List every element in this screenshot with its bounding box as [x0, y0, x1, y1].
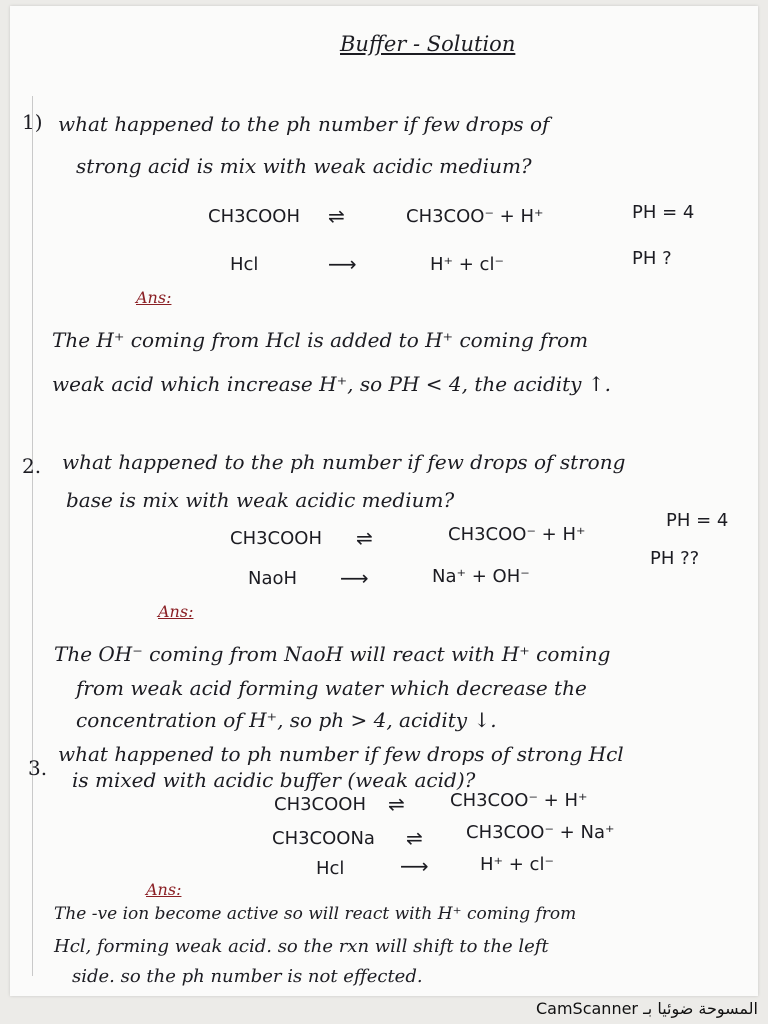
q3-eq2-right: CH3COO⁻ + Na⁺	[466, 822, 615, 843]
question-1-number: 1)	[22, 110, 43, 134]
q2-eq1-arrow: ⇌	[356, 526, 373, 550]
q2-eq2-left: NaoH	[248, 568, 298, 589]
question-2-number: 2.	[22, 454, 42, 478]
question-3-number: 3.	[28, 756, 48, 780]
q3-answer-line-1: The -ve ion become active so will react with H⁺ coming from	[54, 904, 577, 924]
q1-eq2-right: H⁺ + cl⁻	[430, 254, 504, 275]
q1-eq1-left: CH3COOH	[208, 206, 300, 227]
q3-eq3-arrow: ⟶	[400, 854, 429, 878]
margin-line	[32, 96, 33, 976]
q2-eq2-arrow: ⟶	[340, 566, 369, 590]
q3-eq1-right: CH3COO⁻ + H⁺	[450, 790, 588, 811]
q3-answer-label: Ans:	[146, 880, 182, 899]
q1-eq1-right: CH3COO⁻ + H⁺	[406, 206, 544, 227]
q2-answer-line-2: from weak acid forming water which decrease the	[76, 676, 587, 700]
q1-answer-line-1: The H⁺ coming from Hcl is added to H⁺ coming from	[52, 328, 589, 352]
question-1-line-1: what happened to the ph number if few drops of	[58, 112, 550, 136]
q2-eq2-right: Na⁺ + OH⁻	[432, 566, 530, 587]
q2-eq2-ph: PH ??	[650, 548, 700, 569]
q1-eq2-left: Hcl	[230, 254, 259, 275]
q3-eq1-arrow: ⇌	[388, 792, 405, 816]
paper-sheet	[10, 6, 758, 996]
q3-answer-line-2: Hcl, forming weak acid. so the rxn will shift to the left	[54, 936, 549, 957]
q3-eq3-left: Hcl	[316, 858, 345, 879]
page-title: Buffer - Solution	[340, 32, 516, 56]
q1-eq1-ph: PH = 4	[632, 202, 695, 223]
q3-eq3-right: H⁺ + cl⁻	[480, 854, 554, 875]
question-1-line-2: strong acid is mix with weak acidic medium?	[76, 154, 532, 178]
q1-answer-label: Ans:	[136, 288, 172, 307]
q2-eq1-ph: PH = 4	[666, 510, 729, 531]
q3-eq2-arrow: ⇌	[406, 826, 423, 850]
q1-eq2-ph: PH ?	[632, 248, 672, 269]
q3-answer-line-3: side. so the ph number is not effected.	[72, 966, 423, 987]
q2-eq1-left: CH3COOH	[230, 528, 322, 549]
q2-answer-line-3: concentration of H⁺, so ph > 4, acidity ↓.	[76, 708, 497, 732]
q1-eq2-arrow: ⟶	[328, 252, 357, 276]
question-2-line-2: base is mix with weak acidic medium?	[66, 488, 455, 512]
q1-eq1-arrow: ⇌	[328, 204, 345, 228]
q2-eq1-right: CH3COO⁻ + H⁺	[448, 524, 586, 545]
q3-eq1-left: CH3COOH	[274, 794, 366, 815]
question-3-line-2: is mixed with acidic buffer (weak acid)?	[72, 768, 476, 792]
q1-answer-line-2: weak acid which increase H⁺, so PH < 4, the acidity ↑.	[52, 372, 611, 396]
q2-answer-line-1: The OH⁻ coming from NaoH will react with H⁺ coming	[54, 642, 611, 666]
question-2-line-1: what happened to the ph number if few drops of strong	[62, 450, 626, 474]
q2-answer-label: Ans:	[158, 602, 194, 621]
q3-eq2-left: CH3COONa	[272, 828, 375, 849]
question-3-line-1: what happened to ph number if few drops of strong Hcl	[58, 742, 624, 766]
camscanner-watermark: CamScanner المسوحة ضوئيا بـ	[535, 999, 758, 1018]
